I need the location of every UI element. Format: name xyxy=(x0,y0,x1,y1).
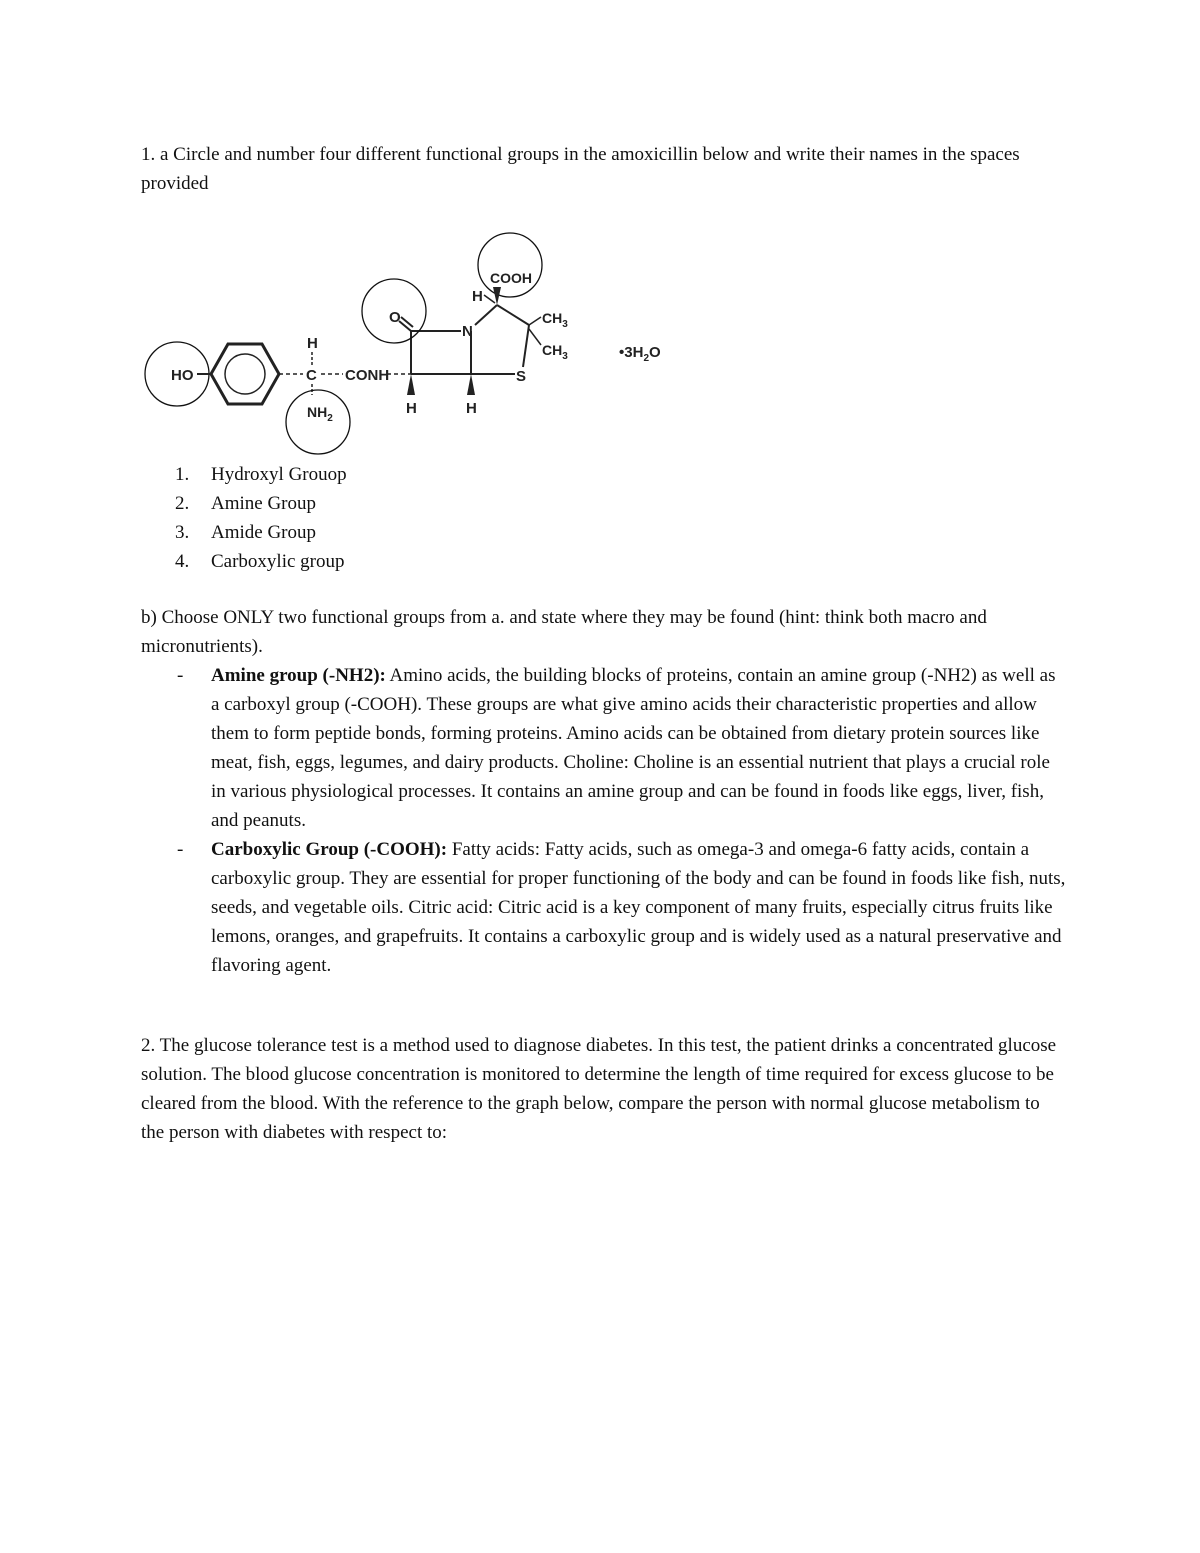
benzene-ring xyxy=(211,344,279,404)
ch3-b-subscript: 3 xyxy=(562,351,568,362)
h-right-label: H xyxy=(466,400,477,417)
s-label: S xyxy=(516,368,527,385)
carboxyl-circle xyxy=(478,233,542,297)
bullet-body: Fatty acids: Fatty acids, such as omega-3 and omega-6 fatty acids, contain a carboxylic group. They are essential for proper functioning of the body and can be found in foods like fish, nuts, seeds, and vegetable oils. Citric acid: Citric acid is a key component of many fruits, especially citrus fruits like lemons, oranges, and grapefruits. It contains a carboxylic group and is widely used as a natural preservative and flavoring agent. xyxy=(211,839,1066,976)
nh2-label: NH xyxy=(307,404,328,420)
hydrate-subscript: 2 xyxy=(643,353,649,364)
question-1b-text: b) Choose ONLY two functional groups from a. and state where they may be found (hint: think both macro and micronutrients). xyxy=(141,607,987,657)
hydrate-end: O xyxy=(649,344,661,361)
bullet-dash: - xyxy=(177,839,184,860)
ho-label: HO xyxy=(171,367,194,384)
o-label: O xyxy=(389,309,401,326)
list-item xyxy=(141,489,741,518)
c-label: C xyxy=(306,367,317,384)
list-label: Amine Group xyxy=(211,493,317,514)
svg-text:CH3 xyxy=(542,342,568,362)
ch3-b-label: CH xyxy=(542,342,563,358)
bullet-term: Amine group (-NH2): xyxy=(211,665,386,686)
amoxicillin-structure xyxy=(141,225,681,460)
question-1a xyxy=(141,140,1066,198)
list-label: Carboxylic group xyxy=(211,551,345,572)
bullet-term: Carboxylic Group (-COOH): xyxy=(211,839,448,860)
n-label: N xyxy=(462,323,473,340)
functional-group-list xyxy=(141,460,741,576)
list-label: Hydroxyl Grouop xyxy=(211,464,347,485)
svg-text:•3H2O xyxy=(619,344,661,364)
list-number: 3. xyxy=(175,522,190,543)
amine-circle xyxy=(286,390,350,454)
ch3-a-label: CH xyxy=(542,310,563,326)
list-item xyxy=(141,835,1066,980)
h-top-label: H xyxy=(307,335,318,352)
question-1b xyxy=(141,603,1066,980)
conh-label: CONH xyxy=(345,367,390,384)
h-left-label: H xyxy=(406,400,417,417)
list-label: Amide Group xyxy=(211,522,317,543)
list-number: 4. xyxy=(175,551,190,572)
nh2-subscript: 2 xyxy=(327,413,333,424)
svg-text:NH2 xyxy=(307,404,333,424)
list-number: 1. xyxy=(175,464,190,485)
answer-bullets xyxy=(141,661,1066,980)
bullet-body: Amino acids, the building blocks of proteins, contain an amine group (-NH2) as well as a carboxyl group (-COOH). These groups are what give amino acids their characteristic properties and allow them to form peptide bonds, forming proteins. Amino acids can be obtained from dietary protein sources like meat, fish, eggs, legumes, and dairy products. Choline: Choline is an essential nutrient that plays a crucial role in various physiological processes. It contains an amine group and can be found in foods like eggs, liver, fish, and peanuts. xyxy=(211,665,1056,831)
ch3-a-subscript: 3 xyxy=(562,319,568,330)
list-item xyxy=(141,547,741,576)
svg-text:CH3 xyxy=(542,310,568,330)
list-item xyxy=(141,460,741,489)
question-2 xyxy=(141,1031,1066,1147)
list-item xyxy=(141,518,741,547)
question-1a-text: 1. a Circle and number four different functional groups in the amoxicillin below and write their names in the spaces provided xyxy=(141,144,1020,194)
hydrate-label: •3H xyxy=(619,344,644,361)
list-number: 2. xyxy=(175,493,190,514)
question-2-text: 2. The glucose tolerance test is a method used to diagnose diabetes. In this test, the patient drinks a concentrated glucose solution. The blood glucose concentration is monitored to determine the length of time required for excess glucose to be cleared from the blood. With the reference to the graph below, compare the person with normal glucose metabolism to the person with diabetes with respect to: xyxy=(141,1035,1057,1143)
list-item xyxy=(141,661,1066,835)
h-cooh-label: H xyxy=(472,288,483,305)
cooh-label: COOH xyxy=(490,270,532,286)
bullet-dash: - xyxy=(177,665,184,686)
